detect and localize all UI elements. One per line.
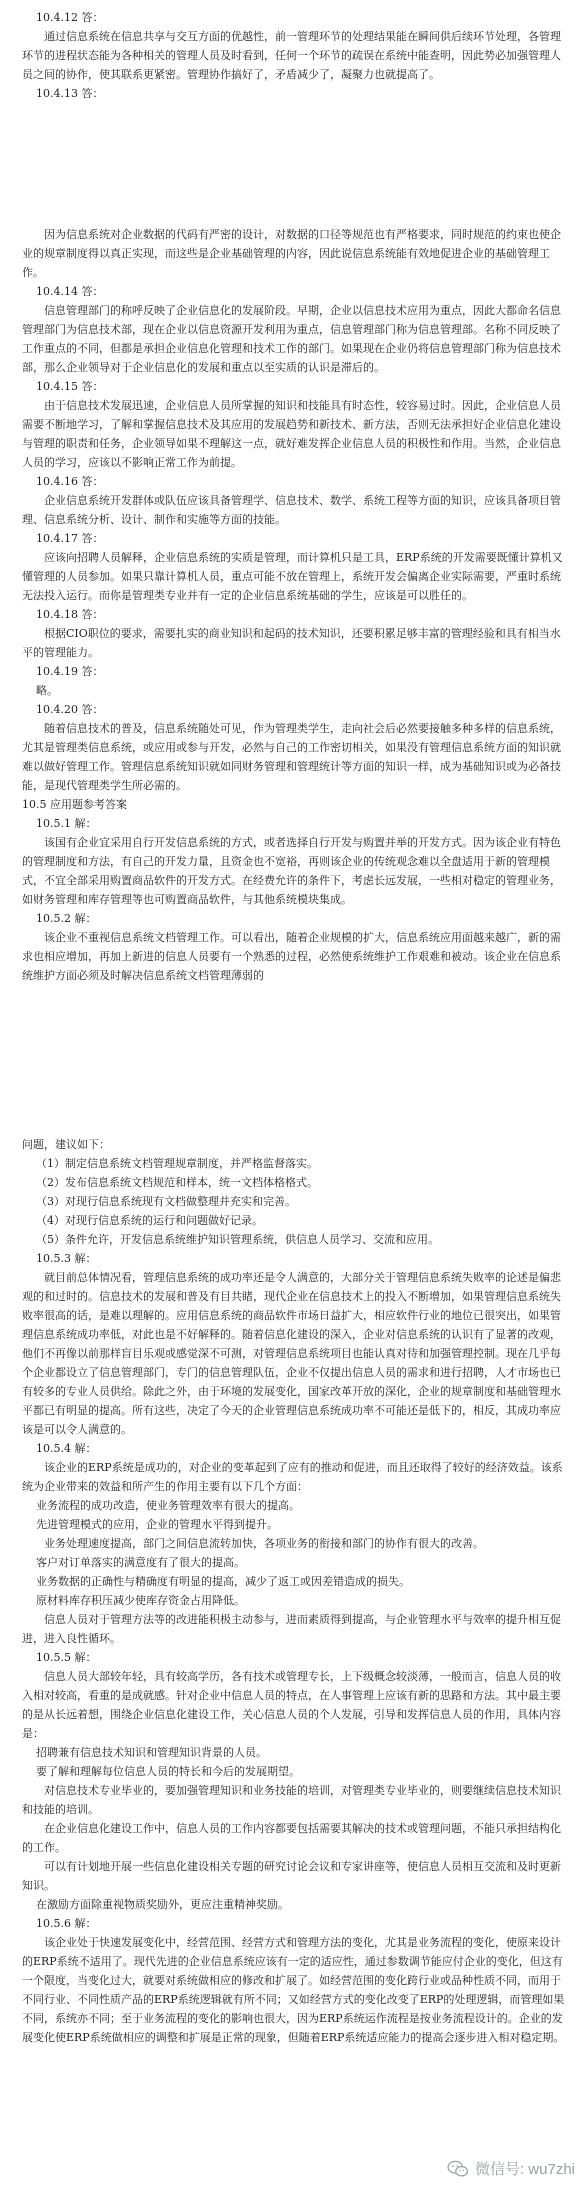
paragraph: 就目前总体情况看，管理信息系统的成功率还是令人满意的，大部分关于管理信息系统失败率的论述是偏悲观的和过时的。信息技术的发展和普及有目共睹，现代企业在信息技术上的投入不断增加，如果管理信息系统失败率很高的话，是难以理解的。应用信息系统的商品软件市场日益扩大，相应软件行业的地位已很突出，如果管理信息系统成功率低，对此也是不好解释的。随着信息化建设的深入，企业对信息系统的认识有了显著的改观，他们不再像以前那样盲目乐观或感觉深不可测，对管理信息系统项目也能认真对待和加强管理控制。现在几乎每个企业都设立了信息管理部门，专门的信息管理队伍，企业不仅提出信息人员的需求和进行招聘，人才市场也已有较多的专业人员供给。除此之外，由于环境的发展变化，国家改革开放的深化，企业的规章制度和基础管理水平都已有明显的提高。所有这些，决定了今天的企业管理信息系统成功率不可能还是低下的，相反，其成功率应该是可以令人满意的。: [22, 1271, 561, 1436]
list-item: 招聘兼有信息技术知识和管理知识背景的人员。: [36, 1746, 267, 1759]
paragraph: 根据CIO职位的要求，需要扎实的商业知识和起码的技术知识，还要积累足够丰富的管理经验和具有相当水平的管理能力。: [22, 627, 561, 659]
answer-heading: 10.5.6 解：: [36, 1917, 97, 1930]
paragraph-continuation: 问题，建议如下：: [22, 1138, 110, 1151]
answer-heading: 10.4.16 答：: [36, 475, 104, 488]
list-item: 先进管理模式的应用，企业的管理水平得到提升。: [36, 1518, 278, 1531]
list-item: （4）对现行信息系统的运行和问题做好记录。: [36, 1214, 263, 1227]
answer-heading: 10.5.5 解：: [36, 1651, 97, 1664]
section-heading: 10.5 应用题参考答案: [22, 798, 127, 811]
answer-heading: 10.4.13 答：: [36, 87, 104, 100]
answer-heading: 10.5.2 解：: [36, 912, 97, 925]
answer-heading: 10.4.12 答：: [36, 11, 104, 24]
short-answer: 略。: [36, 684, 58, 697]
list-item: 业务数据的正确性与精确度有明显的提高，减少了返工或因差错造成的损失。: [36, 1575, 410, 1588]
paragraph: 该企业的ERP系统是成功的，对企业的变革起到了应有的推动和促进，而且还取得了较好的经济效益。该系统为企业带来的效益和所产生的作用主要有以下几个方面：: [22, 1461, 563, 1493]
wechat-watermark: [447, 2158, 575, 2179]
wechat-id-text: 微信号: wu7zhi: [474, 2161, 575, 2178]
list-item: 在激励方面除重视物质奖励外，更应注重精神奖励。: [36, 1898, 289, 1911]
answer-heading: 10.4.19 答：: [36, 665, 104, 678]
answer-heading: 10.4.17 答：: [36, 532, 104, 545]
text-block-middle: [22, 225, 567, 985]
list-item: （3）对现行信息系统现有文档做整理并充实和完善。: [36, 1195, 296, 1208]
paragraph: 应该向招聘人员解释，企业信息系统的实质是管理，而计算机只是工具，ERP系统的开发需要既懂计算机又懂管理的人员参加。如果只靠计算机人员，重点可能不放在管理上，系统开发会偏离企业实际需要，严重时系统无法投入运行。而你是管理类专业并有一定的企业信息系统基础的学生，应该是可以胜任的。: [22, 551, 563, 602]
paragraph: 业务处理速度提高，部门之间信息流转加快，各项业务的衔接和部门的协作有很大的改善。: [44, 1537, 484, 1550]
paragraph: 由于信息技术发展迅速，企业信息人员所掌握的知识和技能具有时态性，较容易过时。因此，企业信息人员需要不断地学习，了解和掌握信息技术及其应用的发展趋势和新技术、新方法，否则无法承担好企业信息化建设与管理的职责和任务，企业领导如果不理解这一点，就好难发挥企业信息人员的积极性和作用。当然，企业信息人员的学习，应该以不影响正常工作为前提。: [22, 399, 561, 469]
paragraph: 该国有企业宜采用自行开发信息系统的方式，或者选择自行开发与购置并举的开发方式。因为该企业有特色的管理制度和方法，有自己的开发力量，且资金也不宽裕，再则该企业的传统观念难以全盘适用于新的管理模式，不宜全部采用购置商品软件的开发方式。在经费允许的条件下，考虑长远发展，一些相对稳定的管理业务，如财务管理和库存管理等也可购置商品软件，与其他系统模块集成。: [22, 836, 561, 906]
paragraph: 该企业处于快速发展变化中，经营范围、经营方式和管理方法的变化，尤其是业务流程的变化，使原来设计的ERP系统不适用了。现代先进的企业信息系统应该有一定的适应性，通过参数调节能应付企业的变化，但这有一个限度，当变化过大，就要对系统做相应的修改和扩展了。如经营范围的变化跨行业或品种性质不同，而用于不同行业、不同性质产品的ERP系统逻辑就有所不同；又如经营方式的变化改变了ERP的处理逻辑，而管理如果不同，系统亦不同；至于业务流程的变化的影响也很大，因为ERP系统运作流程是按业务流程设计的。企业的发展变化使ERP系统做相应的调整和扩展是正常的现象，但随着ERP系统适应能力的提高会逐步进入相对稳定期。: [22, 1936, 565, 2044]
paragraph: 信息管理部门的称呼反映了企业信息化的发展阶段。早期，企业以信息技术应用为重点，因此大都命名信息管理部门为信息技术部，现在企业以信息资源开发利用为重点，信息管理部门称为信息管理部。名称不同反映了工作重点的不同，但都是承担企业信息化管理和技术工作的部门。如果现在企业仍将信息管理部门称为信息技术部，那么企业领导对于企业信息化的发展和重点以至实质的认识是滞后的。: [22, 304, 561, 374]
paragraph: 该企业不重视信息系统文档管理工作。可以看出，随着企业规模的扩大，信息系统应用面越来越广，新的需求也相应增加，再加上新进的信息人员要有一个熟悉的过程，必然使系统维护工作艰难和被动。该企业在信息系统维护方面必须及时解决信息系统文档管理薄弱的: [22, 931, 561, 982]
paragraph: 信息人员大部较年轻，具有较高学历，各有技术或管理专长，上下级概念较淡薄，一般而言，信息人员的收入相对较高，看重的是成就感。针对企业中信息人员的特点，在人事管理上应该有新的思路和方法。其中最主要的是从长远着想，围绕企业信息化建设工作，关心信息人员的个人发展，引导和发挥信息人员的作用，具体内容是：: [22, 1670, 561, 1740]
text-block-bottom: [22, 1135, 567, 2047]
paragraph: 对信息技术专业毕业的，要加强管理知识和业务技能的培训，对管理类专业毕业的，则要继续信息技术知识和技能的培训。: [22, 1784, 561, 1816]
answer-heading: 10.5.3 解：: [36, 1252, 97, 1265]
paragraph: 在企业信息化建设工作中，信息人员的工作内容都要包括需要其解决的技术或管理问题，不能只承担结构化的工作。: [22, 1822, 561, 1854]
paragraph: 通过信息系统在信息共享与交互方面的优越性，前一管理环节的处理结果能在瞬间供后续环节处理，各管理环节的进程状态能为各种相关的管理人员及时看到，任何一个环节的疏误在系统中能查明，因此势必加强管理人员之间的协作，使其联系更紧密。管理协作搞好了，矛盾减少了，凝聚力也就提高了。: [22, 30, 561, 81]
list-item: 业务流程的成功改造，使业务管理效率有很大的提高。: [36, 1499, 300, 1512]
list-item: （5）条件允许，开发信息系统维护知识管理系统，供信息人员学习、交流和应用。: [36, 1233, 439, 1246]
answer-heading: 10.5.4 解：: [36, 1442, 97, 1455]
text-block-top: [22, 8, 567, 103]
answer-heading: 10.4.15 答：: [36, 380, 104, 393]
paragraph: 企业信息系统开发群体或队伍应该具备管理学、信息技术、数学、系统工程等方面的知识，应该具备项目管理、信息系统分析、设计、制作和实施等方面的技能。: [22, 494, 561, 526]
list-item: 客户对订单落实的满意度有了很大的提高。: [36, 1556, 245, 1569]
list-item: （2）发布信息系统文档规范和样本，统一文档体格格式。: [36, 1176, 318, 1189]
answer-heading: 10.5.1 解：: [36, 817, 97, 830]
paragraph: 随着信息技术的普及，信息系统随处可见，作为管理类学生，走向社会后必然要接触多种多样的信息系统，尤其是管理类信息系统，或应用或参与开发，必然与自己的工作密切相关，如果没有管理信息系统方面的知识就难以做好管理工作。管理信息系统知识就如同财务管理和管理统计等方面的知识一样，成为基础知识或为必备技能，是现代管理类学生所必需的。: [22, 722, 561, 792]
list-item: 原材料库存积压减少使库存资金占用降低。: [36, 1594, 245, 1607]
wechat-icon: [447, 2160, 469, 2178]
paragraph: 因为信息系统对企业数据的代码有严密的设计，对数据的口径等规范也有严格要求，同时规范的约束也使企业的规章制度得以真正实现，而这些是企业基础管理的内容，因此说信息系统能有效地促进企业的基础管理工作。: [22, 228, 561, 279]
paragraph: 可以有计划地开展一些信息化建设相关专题的研究讨论会议和专家讲座等，使信息人员相互交流和及时更新知识。: [22, 1860, 561, 1892]
list-item: （1）制定信息系统文档管理规章制度，并严格监督落实。: [36, 1157, 318, 1170]
list-item: 要了解和理解每位信息人员的特长和今后的发展期望。: [36, 1765, 300, 1778]
paragraph: 信息人员对于管理方法等的改进能积极主动参与，进而素质得到提高，与企业管理水平与效率的提升相互促进，进入良性循环。: [22, 1613, 561, 1645]
answer-heading: 10.4.18 答：: [36, 608, 104, 621]
answer-heading: 10.4.14 答：: [36, 285, 104, 298]
answer-heading: 10.4.20 答：: [36, 703, 104, 716]
